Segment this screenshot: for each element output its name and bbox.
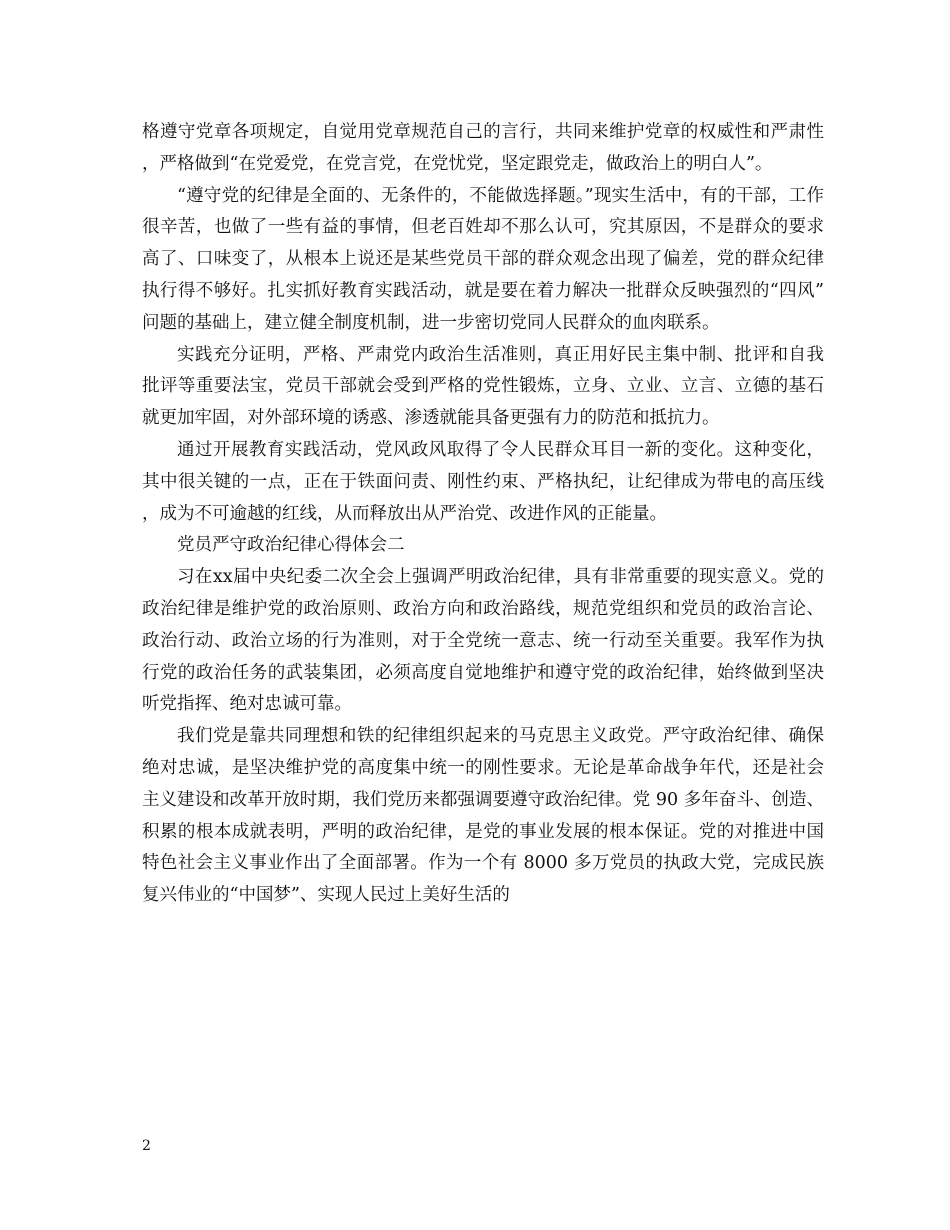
- paragraph-3: 实践充分证明，严格、严肃党内政治生活准则，真正用好民主集中制、批评和自我批评等重要法宝，党员干部就会受到严格的党性锻炼，立身、立业、立言、立德的基石就更加牢固，对外部环境的诱惑、渗透就能具备更强有力的防范和抵抗力。: [142, 344, 824, 429]
- paragraph-6: 我们党是靠共同理想和铁的纪律组织起来的马克思主义政党。严守政治纪律、确保绝对忠诚，是坚决维护党的高度集中统一的刚性要求。无论是革命战争年代，还是社会主义建设和改革开放时期，我们党历来都强调要遵守政治纪律。党 90 多年奋斗、创造、积累的根本成就表明，严明的政治纪律，是党的事业发展的根本保证。党的对推进中国特色社会主义事业作出了全面部署。作为一个有 8000 多万党员的执政大党，完成民族复兴伟业的“中国梦”、实现人民过上美好生活的: [142, 726, 824, 906]
- paragraph-1: 格遵守党章各项规定，自觉用党章规范自己的言行，共同来维护党章的权威性和严肃性，严格做到“在党爱党，在党言党，在党忧党，坚定跟党走，做政治上的明白人”。: [142, 122, 824, 174]
- paragraph-2: “遵守党的纪律是全面的、无条件的，不能做选择题。”现实生活中，有的干部，工作很辛苦，也做了一些有益的事情，但老百姓却不那么认可，究其原因，不是群众的要求高了、口味变了，从根本上说还是某些党员干部的群众观念出现了偏差，党的群众纪律执行得不够好。扎实抓好教育实践活动，就是要在着力解决一批群众反映强烈的“四风”问题的基础上，建立健全制度机制，进一步密切党同人民群众的血肉联系。: [142, 185, 824, 333]
- section-heading: 党员严守政治纪律心得体会二: [177, 535, 405, 556]
- document-body: [142, 117, 824, 912]
- page-number: 2: [142, 1138, 151, 1154]
- paragraph-4: 通过开展教育实践活动，党风政风取得了令人民群众耳目一新的变化。这种变化，其中很关键的一点，正在于铁面问责、刚性约束、严格执纪，让纪律成为带电的高压线，成为不可逾越的红线，从而释放出从严治党、改进作风的正能量。: [142, 439, 824, 524]
- paragraph-5: 习在xx届中央纪委二次全会上强调严明政治纪律，具有非常重要的现实意义。党的政治纪律是维护党的政治原则、政治方向和政治路线，规范党组织和党员的政治言论、政治行动、政治立场的行为准则，对于全党统一意志、统一行动至关重要。我军作为执行党的政治任务的武装集团，必须高度自觉地维护和遵守党的政治纪律，始终做到坚决听党指挥、绝对忠诚可靠。: [142, 567, 824, 715]
